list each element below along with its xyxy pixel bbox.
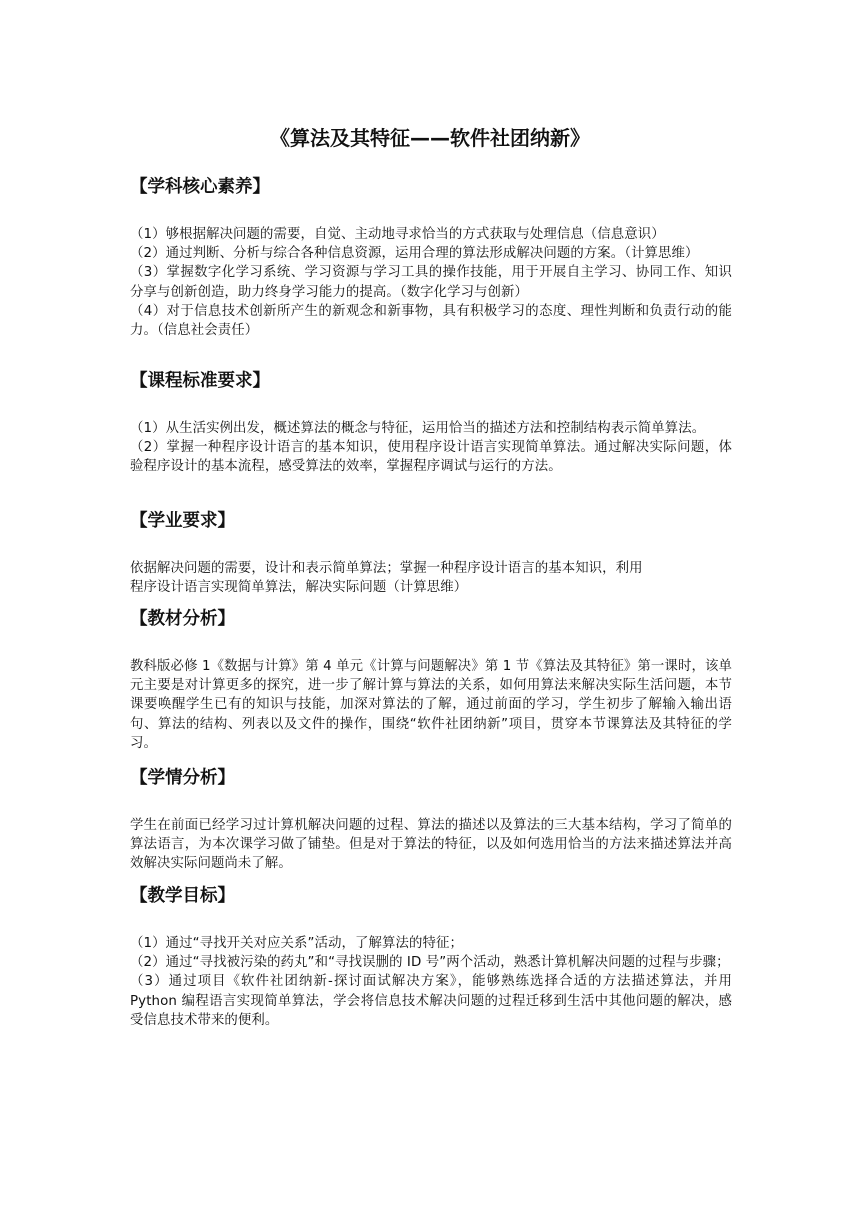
paragraph: （3）通过项目《软件社团纳新-探讨面试解决方案》，能够熟练选择合适的方法描述算法，并用 Python 编程语言实现简单算法，学会将信息技术解决问题的过程迁移到生活中其他问题的解决，感受信息技术带来的便利。 <box>130 974 732 1028</box>
section-student-analysis <box>130 764 732 874</box>
section-heading: 【教材分析】 <box>130 609 235 629</box>
section-core-literacy <box>130 173 732 340</box>
paragraph: （4）对于信息技术创新所产生的新观念和新事物，具有积极学习的态度、理性判断和负责行动的能力。（信息社会责任） <box>130 303 732 339</box>
paragraph: （1）从生活实例出发，概述算法的概念与特征，运用恰当的描述方法和控制结构表示简单算法。 <box>130 421 706 436</box>
section-teaching-objectives <box>130 882 732 1030</box>
section-body <box>130 225 732 340</box>
section-heading: 【学情分析】 <box>130 768 235 788</box>
paragraph: （1）够根据解决问题的需要，自觉、主动地寻求恰当的方式获取与处理信息（信息意识） <box>130 227 665 242</box>
paragraph: （2）掌握一种程序设计语言的基本知识，使用程序设计语言实现简单算法。通过解决实际问题，体验程序设计的基本流程，感受算法的效率，掌握程序调试与运行的方法。 <box>130 440 732 475</box>
section-body <box>130 934 732 1030</box>
section-curriculum-standards <box>130 367 732 477</box>
section-body <box>130 657 732 753</box>
paragraph: （3）掌握数字化学习系统、学习资源与学习工具的操作技能，用于开展自主学习、协同工作、知识分享与创新创造，助力终身学习能力的提高。（数字化学习与创新） <box>130 265 732 300</box>
section-body <box>130 816 732 874</box>
document-title: 《算法及其特征——软件社团纳新》 <box>270 126 590 150</box>
section-academic-requirements <box>130 507 732 597</box>
section-textbook-analysis <box>130 605 732 753</box>
section-heading: 【课程标准要求】 <box>130 371 270 391</box>
section-body <box>130 559 732 597</box>
paragraph: 程序设计语言实现简单算法，解决实际问题（计算思维） <box>130 580 468 596</box>
section-heading: 【学科核心素养】 <box>130 177 270 197</box>
section-body <box>130 419 732 477</box>
paragraph: 学生在前面已经学习过计算机解决问题的过程、算法的描述以及算法的三大基本结构，学习了简单的算法语言，为本次课学习做了铺垫。但是对于算法的特征，以及如何选用恰当的方法来描述算法并高效解决实际问题尚未了解。 <box>130 818 732 872</box>
section-heading: 【学业要求】 <box>130 511 235 531</box>
paragraph: （2）通过判断、分析与综合各种信息资源，运用合理的算法形成解决问题的方案。（计算思维） <box>130 246 699 262</box>
paragraph: 依据解决问题的需要，设计和表示简单算法；掌握一种程序设计语言的基本知识，利用 <box>130 561 643 576</box>
paragraph: （1）通过“寻找开关对应关系”活动，了解算法的特征； <box>130 936 463 951</box>
paragraph: 教科版必修 1《数据与计算》第 4 单元《计算与问题解决》第 1 节《算法及其特征》第一课时，该单元主要是对计算更多的探究，进一步了解计算与算法的关系，如何用算法来解决实际生活问题，本节课要唤醒学生已有的知识与技能，加深对算法的了解，通过前面的学习，学生初步了解输入输出语句、算法的结构、列表以及文件的操作，围绕“软件社团纳新”项目，贯穿本节课算法及其特征的学习。 <box>130 659 732 751</box>
paragraph: （2）通过“寻找被污染的药丸”和“寻找误删的 ID 号”两个活动，熟悉计算机解决问题的过程与步骤； <box>130 955 730 971</box>
section-heading: 【教学目标】 <box>130 886 235 906</box>
